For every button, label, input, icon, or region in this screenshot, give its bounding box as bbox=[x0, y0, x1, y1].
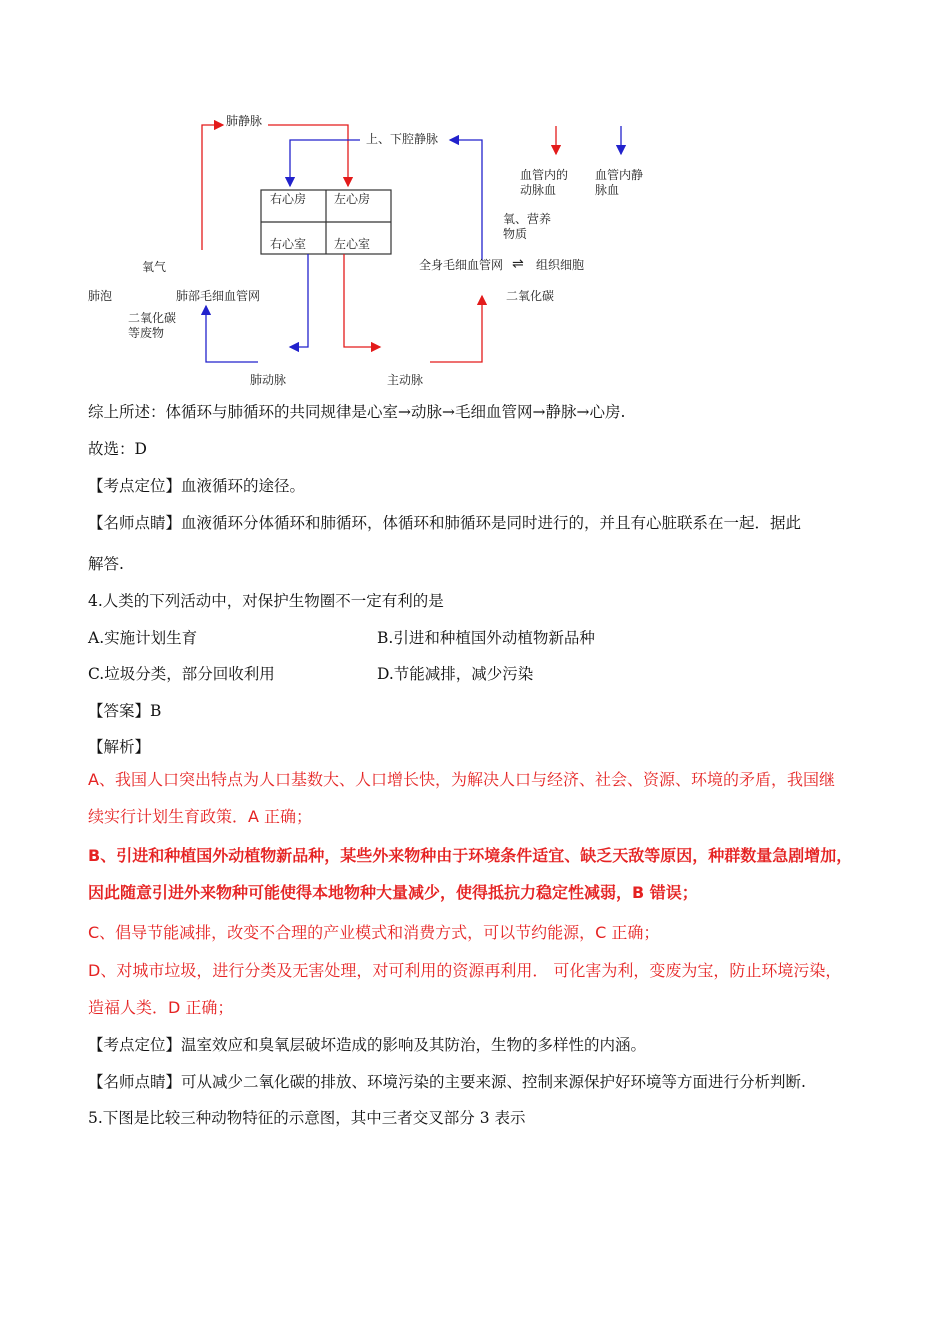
option-a: A.实施计划生育 bbox=[88, 629, 198, 647]
explanation-a-line-1: A、我国人口突出特点为人口基数大、人口增长快，为解决人口与经济、社会、资源、环境的矛盾，我国继 bbox=[88, 770, 835, 789]
oxygen-label: 氧气 bbox=[142, 260, 167, 274]
pulmonary-vein-label: 肺静脉 bbox=[226, 114, 263, 128]
tip-2: 【名师点睛】可从减少二氧化碳的排放、环境污染的主要来源、控制来源保护好环境等方面进行分析判断. bbox=[88, 1073, 806, 1091]
arrow-to-lung-capillaries bbox=[206, 306, 258, 362]
oxygen-nutrients-label: 氧、营养物质 bbox=[503, 212, 552, 241]
aorta-label: 主动脉 bbox=[387, 373, 424, 387]
explanation-c: C、倡导节能减排，改变不合理的产业模式和消费方式，可以节约能源，C 正确； bbox=[88, 923, 660, 942]
lung-capillaries-label: 肺部毛细血管网 bbox=[176, 289, 261, 303]
alveoli-label: 肺泡 bbox=[88, 289, 113, 303]
exchange-arrows: ⇌ bbox=[512, 256, 524, 272]
explanation-a-line-2: 续实行计划生育政策．A 正确； bbox=[88, 807, 313, 826]
question-4: 4.人类的下列活动中，对保护生物圈不一定有利的是 bbox=[88, 592, 444, 610]
legend-vein-blood-label: 血管内静脉血 bbox=[595, 168, 644, 197]
left-ventricle-label: 左心室 bbox=[334, 237, 371, 251]
answer-text: 【答案】B bbox=[88, 702, 162, 720]
arrow-to-left-atrium bbox=[268, 125, 348, 186]
arrow-to-pulmonary-vein bbox=[202, 125, 223, 250]
explanation-d-line-1: D、对城市垃圾，进行分类及无害处理，对可利用的资源再利用． 可化害为利，变废为宝，防止环境污染， bbox=[88, 961, 842, 980]
option-d: D.节能减排，减少污染 bbox=[377, 665, 534, 683]
option-c: C.垃圾分类，部分回收利用 bbox=[88, 665, 275, 683]
explanation-b-line-2: 因此随意引进外来物种可能使得本地物种大量减少，使得抵抗力稳定性减弱，B 错误； bbox=[88, 883, 698, 902]
arrow-to-aorta bbox=[344, 254, 380, 347]
summary-text: 综上所述：体循环与肺循环的共同规律是心室→动脉→毛细血管网→静脉→心房. bbox=[88, 403, 626, 421]
arrow-to-body-capillaries bbox=[430, 296, 482, 362]
legend-artery-blood-label: 血管内的动脉血 bbox=[520, 168, 569, 197]
question-5: 5.下图是比较三种动物特征的示意图，其中三者交叉部分 3 表示 bbox=[88, 1109, 526, 1127]
body-capillaries-label: 全身毛细血管网 bbox=[419, 258, 504, 272]
co2-label: 二氧化碳 bbox=[506, 289, 555, 303]
explanation-d-line-2: 造福人类．D 正确； bbox=[88, 998, 234, 1017]
vena-cava-label: 上、下腔静脉 bbox=[366, 132, 439, 146]
right-ventricle-label: 右心室 bbox=[270, 237, 307, 251]
analysis-heading: 【解析】 bbox=[88, 738, 151, 756]
tissue-cells-label: 组织细胞 bbox=[536, 258, 585, 272]
arrow-to-pulmonary-artery bbox=[290, 254, 308, 347]
left-atrium-label: 左心房 bbox=[334, 192, 371, 206]
point-label-2: 【考点定位】温室效应和臭氧层破坏造成的影响及其防治，生物的多样性的内涵。 bbox=[88, 1036, 647, 1054]
right-atrium-label: 右心房 bbox=[270, 192, 307, 206]
tip-1-line-1: 【名师点睛】血液循环分体循环和肺循环，体循环和肺循环是同时进行的，并且有心脏联系在一起．据此 bbox=[88, 514, 802, 532]
point-label-1: 【考点定位】血液循环的途径。 bbox=[88, 477, 306, 495]
co2-waste-label: 二氧化碳等废物 bbox=[128, 311, 177, 340]
arrow-to-right-atrium bbox=[290, 140, 360, 186]
blood-circulation-diagram bbox=[80, 100, 644, 395]
choice-text: 故选：D bbox=[88, 440, 147, 458]
arrow-to-vena-cava bbox=[450, 140, 482, 260]
tip-1-line-2: 解答. bbox=[88, 555, 124, 573]
pulmonary-artery-label: 肺动脉 bbox=[250, 373, 287, 387]
explanation-b-line-1: B、引进和种植国外动植物新品种，某些外来物种由于环境条件适宜、缺乏天敌等原因，种群数量急剧增加， bbox=[88, 846, 853, 865]
option-b: B.引进和种植国外动植物新品种 bbox=[377, 629, 595, 647]
